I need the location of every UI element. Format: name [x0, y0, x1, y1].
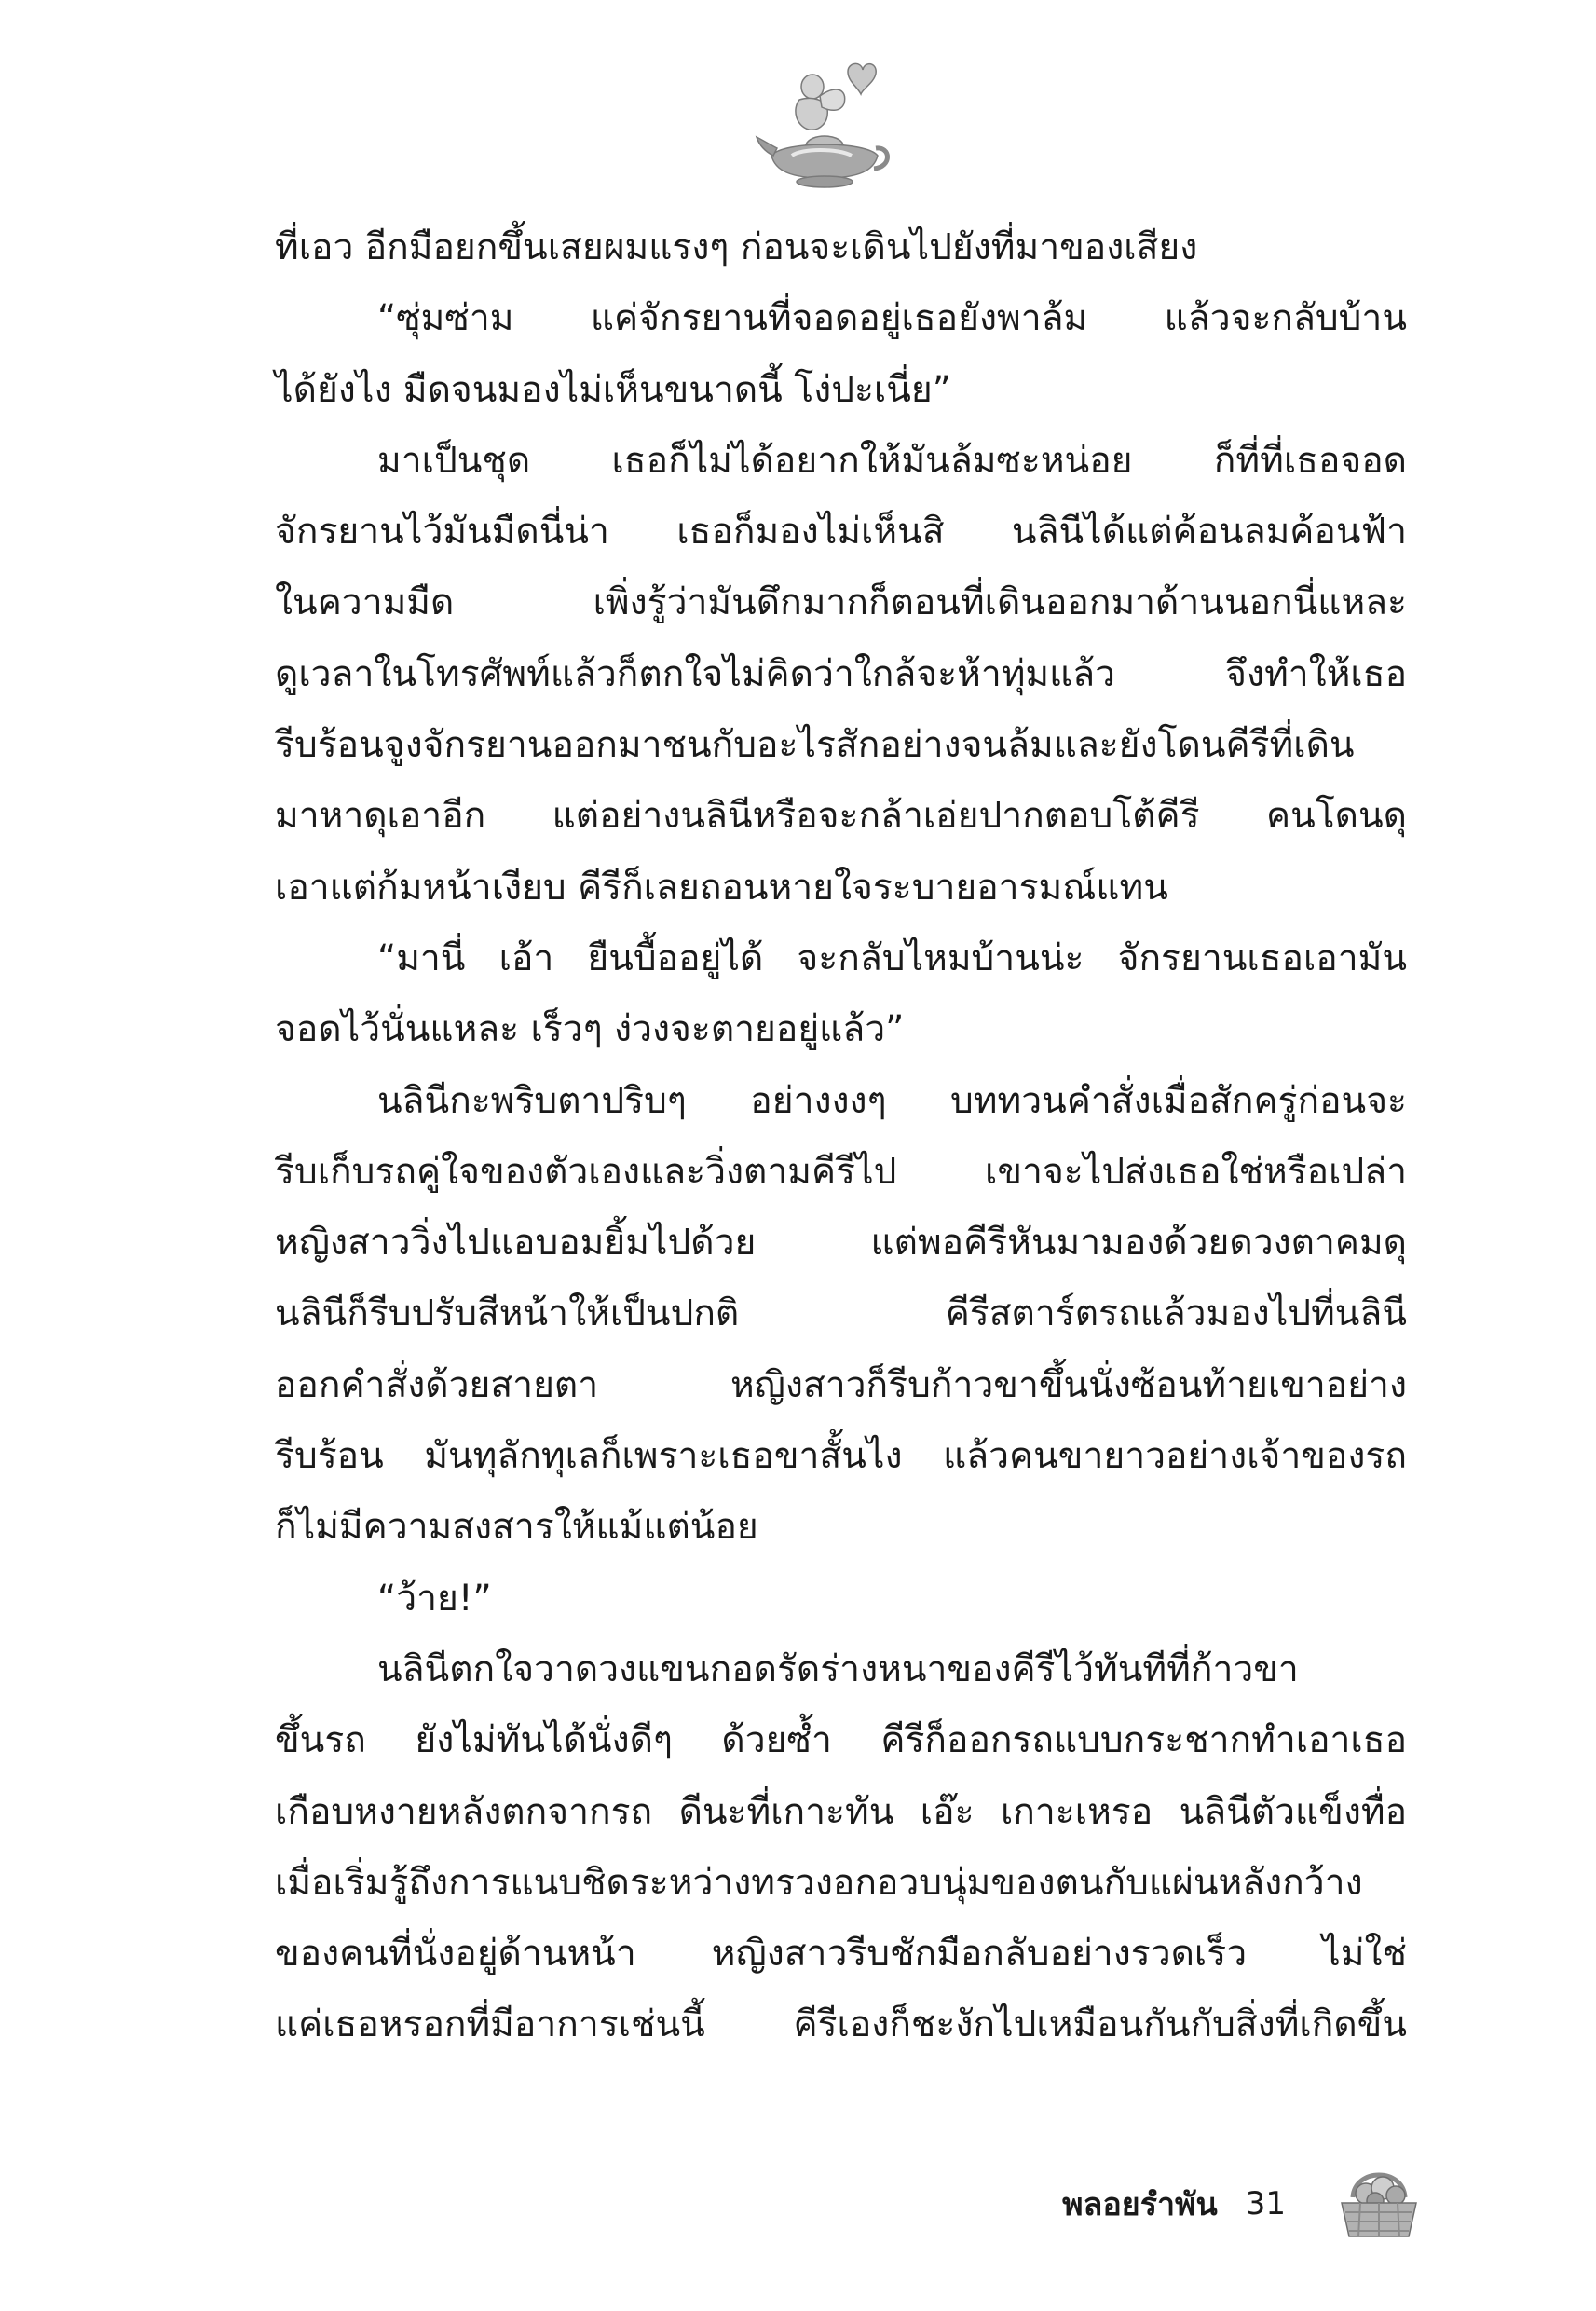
- text-line: ดูเวลาในโทรศัพท์แล้วก็ตกใจไม่คิดว่าใกล้จะห้าทุ่มแล้ว จึงทำให้เธอ: [275, 652, 1407, 695]
- text-line: ของคนที่นั่งอยู่ด้านหน้า หญิงสาวรีบชักมือกลับอย่างรวดเร็ว ไม่ใช่: [275, 1933, 1407, 1976]
- text-line: นลินีก็รีบปรับสีหน้าให้เป็นปกติ คีรีสตาร์ตรถแล้วมองไปที่นลินี: [275, 1292, 1407, 1335]
- text-line: ขึ้นรถ ยังไม่ทันได้นั่งดีๆ ด้วยซ้ำ คีรีก็ออกรถแบบกระชากทำเอาเธอ: [275, 1719, 1407, 1762]
- text-line: มาหาดุเอาอีก แต่อย่างนลินีหรือจะกล้าเอ่ยปากตอบโต้คีรี คนโดนดุ: [275, 795, 1407, 838]
- text-line: ได้ยังไง มืดจนมองไม่เห็นขนาดนี้ โง่ปะเนี่ย”: [275, 368, 951, 411]
- text-line: เมื่อเริ่มรู้ถึงการแนบชิดระหว่างทรวงอกอวบนุ่มของตนกับแผ่นหลังกว้าง: [275, 1861, 1363, 1904]
- text-line: เอาแต่ก้มหน้าเงียบ คีรีก็เลยถอนหายใจระบายอารมณ์แทน: [275, 866, 1168, 909]
- text-line: ที่เอว อีกมือยกขึ้นเสยผมแรงๆ ก่อนจะเดินไปยังที่มาของเสียง: [275, 226, 1198, 268]
- text-line: แค่เธอหรอกที่มีอาการเช่นนี้ คีรีเองก็ชะงักไปเหมือนกันกับสิ่งที่เกิดขึ้น: [275, 2003, 1407, 2046]
- text-line: “ว้าย!”: [377, 1577, 492, 1620]
- footer-book-title: พลอยรำพัน: [1062, 2186, 1218, 2223]
- text-line: มาเป็นชุด เธอก็ไม่ได้อยากให้มันล้มซะหน่อย ก็ที่ที่เธอจอด: [377, 439, 1407, 482]
- text-line: นลินีตกใจวาดวงแขนกอดรัดร่างหนาของคีรีไว้ทันทีที่ก้าวขา: [377, 1648, 1299, 1690]
- text-line: จักรยานไว้มันมืดนี่น่า เธอก็มองไม่เห็นสิ นลินีได้แต่ค้อนลมค้อนฟ้า: [275, 511, 1407, 554]
- text-line: จอดไว้นั่นแหละ เร็วๆ ง่วงจะตายอยู่แล้ว”: [275, 1008, 905, 1051]
- body-text: [275, 212, 1407, 2061]
- text-line: ก็ไม่มีความสงสารให้แม้แต่น้อย: [275, 1506, 758, 1549]
- page-number: 31: [1245, 2185, 1286, 2222]
- text-line: นลินีกะพริบตาปริบๆ อย่างงงๆ บททวนคำสั่งเมื่อสักครู่ก่อนจะ: [377, 1079, 1407, 1122]
- text-line: รีบร้อนจูงจักรยานออกมาชนกับอะไรสักอย่างจนล้มและยังโดนคีรีที่เดิน: [275, 724, 1355, 767]
- teapot-angel-ornament-icon: [755, 51, 894, 200]
- text-line: หญิงสาววิ่งไปแอบอมยิ้มไปด้วย แต่พอคีรีหันมามองด้วยดวงตาคมดุ: [275, 1222, 1407, 1265]
- page-footer: [1006, 2176, 1286, 2232]
- text-line: ในความมืด เพิ่งรู้ว่ามันดึกมากก็ตอนที่เดินออกมาด้านนอกนี่แหละ: [275, 581, 1407, 624]
- text-line: เกือบหงายหลังตกจากรถ ดีนะที่เกาะทัน เอ๊ะ เกาะเหรอ นลินีตัวแข็งทื่อ: [275, 1790, 1407, 1833]
- text-line: รีบเก็บรถคู่ใจของตัวเองและวิ่งตามคีรีไป เขาจะไปส่งเธอใช่หรือเปล่า: [275, 1150, 1407, 1193]
- text-line: “มานี่ เอ้า ยืนบื้ออยู่ได้ จะกลับไหมบ้านน่ะ จักรยานเธอเอามัน: [377, 937, 1407, 979]
- text-line: “ซุ่มซ่าม แค่จักรยานที่จอดอยู่เธอยังพาล้ม แล้วจะกลับบ้าน: [377, 297, 1407, 340]
- text-line: รีบร้อน มันทุลักทุเลก็เพราะเธอขาสั้นไง แล้วคนขายาวอย่างเจ้าของรถ: [275, 1435, 1407, 1478]
- text-line: ออกคำสั่งด้วยสายตา หญิงสาวก็รีบก้าวขาขึ้นนั่งซ้อนท้ายเขาอย่าง: [275, 1363, 1407, 1406]
- gift-basket-ornament-icon: [1332, 2160, 1425, 2244]
